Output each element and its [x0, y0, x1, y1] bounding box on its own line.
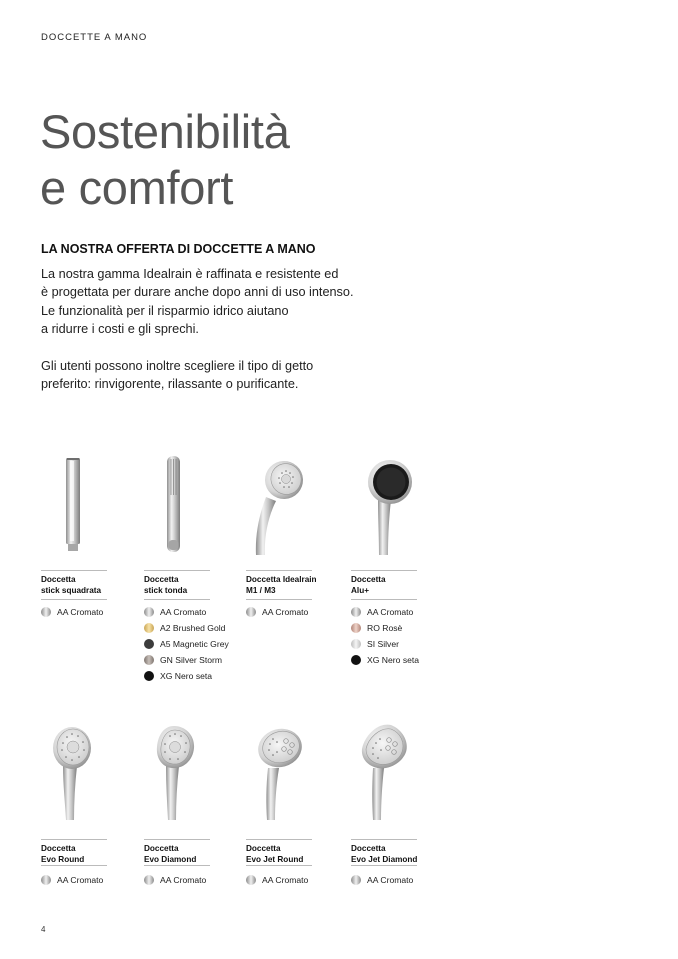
finish-option [144, 636, 229, 652]
finish-label: SI Silver [367, 639, 399, 649]
finish-label: GN Silver Storm [160, 655, 223, 665]
finish-label: RO Rosè [367, 623, 403, 633]
divider [144, 599, 210, 600]
product-name-line: Alu+ [351, 585, 369, 595]
intro-paragraph-1-line: Le funzionalità per il risparmio idrico aiutano [41, 303, 289, 318]
finish-label: AA Cromato [160, 875, 207, 885]
product-name-line: Doccetta [41, 844, 76, 853]
product-name-line: Evo Round [41, 854, 85, 864]
product-name-line: stick squadrata [41, 585, 102, 595]
intro-paragraph-2-line: preferito: rinvigorente, rilassante o purificante. [41, 377, 299, 392]
finish-list [351, 872, 413, 888]
alu-plus-hand-shower-icon [351, 455, 419, 555]
divider [41, 865, 107, 866]
finish-option [144, 668, 229, 684]
evo-jet-diamond-hand-shower-icon [351, 722, 419, 822]
product-name [41, 839, 107, 866]
product-name-line: Evo Jet Diamond [351, 854, 418, 864]
finish-option [144, 872, 206, 888]
finish-option [41, 872, 103, 888]
intro-paragraph-1-line: a ridurre i costi e gli sprechi. [41, 321, 199, 336]
finish-option [41, 604, 103, 620]
finish-list [246, 604, 308, 620]
chrome-swatch [144, 607, 154, 617]
magnetic-grey-swatch [144, 639, 154, 649]
chrome-swatch [144, 875, 154, 885]
chrome-swatch [41, 875, 51, 885]
chrome-swatch [246, 875, 256, 885]
finish-option [351, 652, 419, 668]
page-title [40, 104, 290, 216]
finish-list [144, 604, 229, 684]
section-kicker: DOCCETTE A MANO [41, 32, 148, 43]
finish-option [351, 604, 419, 620]
finish-list [41, 604, 103, 620]
product-name-line: Doccetta [41, 575, 76, 584]
finish-label: AA Cromato [262, 607, 309, 617]
finish-label: A2 Brushed Gold [160, 623, 226, 633]
intro-paragraph-1-line: La nostra gamma Idealrain è raffinata e resistente ed [41, 267, 339, 281]
intro-paragraph-2 [41, 357, 381, 394]
finish-label: A5 Magnetic Grey [160, 639, 229, 649]
divider [351, 599, 417, 600]
finish-list [144, 872, 206, 888]
finish-label: AA Cromato [57, 607, 104, 617]
finish-list [246, 872, 308, 888]
product-name-line: Evo Diamond [144, 854, 197, 864]
chrome-swatch [351, 875, 361, 885]
product-name [351, 839, 417, 866]
divider [351, 865, 417, 866]
intro-paragraph-1 [41, 265, 381, 338]
finish-label: AA Cromato [57, 875, 104, 885]
finish-label: AA Cromato [367, 875, 414, 885]
finish-list [351, 604, 419, 668]
product-name [351, 570, 417, 597]
black-silk-swatch [351, 655, 361, 665]
product-name-line: M1 / M3 [246, 585, 276, 595]
chrome-swatch [351, 607, 361, 617]
finish-label: AA Cromato [160, 607, 207, 617]
finish-label: XG Nero seta [367, 655, 420, 665]
brushed-gold-swatch [144, 623, 154, 633]
finish-option [246, 872, 308, 888]
divider [246, 865, 312, 866]
idealrain-hand-shower-icon [246, 455, 314, 555]
finish-label: AA Cromato [367, 607, 414, 617]
product-name [144, 839, 210, 866]
finish-option [144, 652, 229, 668]
product-name-line: Doccetta Idealrain [246, 575, 317, 584]
intro-paragraph-2-line: Gli utenti possono inoltre scegliere il tipo di getto [41, 359, 314, 373]
product-name [144, 570, 210, 597]
product-name [246, 839, 312, 866]
product-name-line: stick tonda [144, 585, 188, 595]
evo-round-hand-shower-icon [41, 722, 109, 822]
finish-option [144, 620, 229, 636]
finish-option [351, 872, 413, 888]
product-name-line: Doccetta [351, 575, 386, 584]
finish-list [41, 872, 103, 888]
finish-option [144, 604, 229, 620]
square-stick-shower-icon [41, 455, 109, 555]
black-silk-swatch [144, 671, 154, 681]
silver-storm-swatch [144, 655, 154, 665]
product-name [41, 570, 107, 597]
evo-diamond-hand-shower-icon [144, 722, 212, 822]
product-name-line: Doccetta [144, 575, 179, 584]
divider [246, 599, 312, 600]
finish-option [351, 636, 419, 652]
section-heading: LA NOSTRA OFFERTA DI DOCCETTE A MANO [41, 242, 316, 256]
chrome-swatch [246, 607, 256, 617]
product-name-line: Evo Jet Round [246, 854, 304, 864]
silver-swatch [351, 639, 361, 649]
finish-label: AA Cromato [262, 875, 309, 885]
divider [144, 865, 210, 866]
round-stick-shower-icon [144, 455, 212, 555]
evo-jet-round-hand-shower-icon [246, 722, 314, 822]
divider [41, 599, 107, 600]
page-title-line-2: e comfort [40, 161, 234, 214]
finish-label: XG Nero seta [160, 671, 213, 681]
chrome-swatch [41, 607, 51, 617]
page-title-line-1: Sostenibilità [40, 105, 290, 158]
product-name [246, 570, 317, 597]
finish-option [351, 620, 419, 636]
intro-paragraph-1-line: è progettata per durare anche dopo anni di uso intenso. [41, 285, 354, 300]
rose-swatch [351, 623, 361, 633]
product-name-line: Doccetta [246, 844, 281, 853]
page-number: 4 [41, 925, 46, 934]
product-name-line: Doccetta [351, 844, 386, 853]
product-name-line: Doccetta [144, 844, 179, 853]
finish-option [246, 604, 308, 620]
